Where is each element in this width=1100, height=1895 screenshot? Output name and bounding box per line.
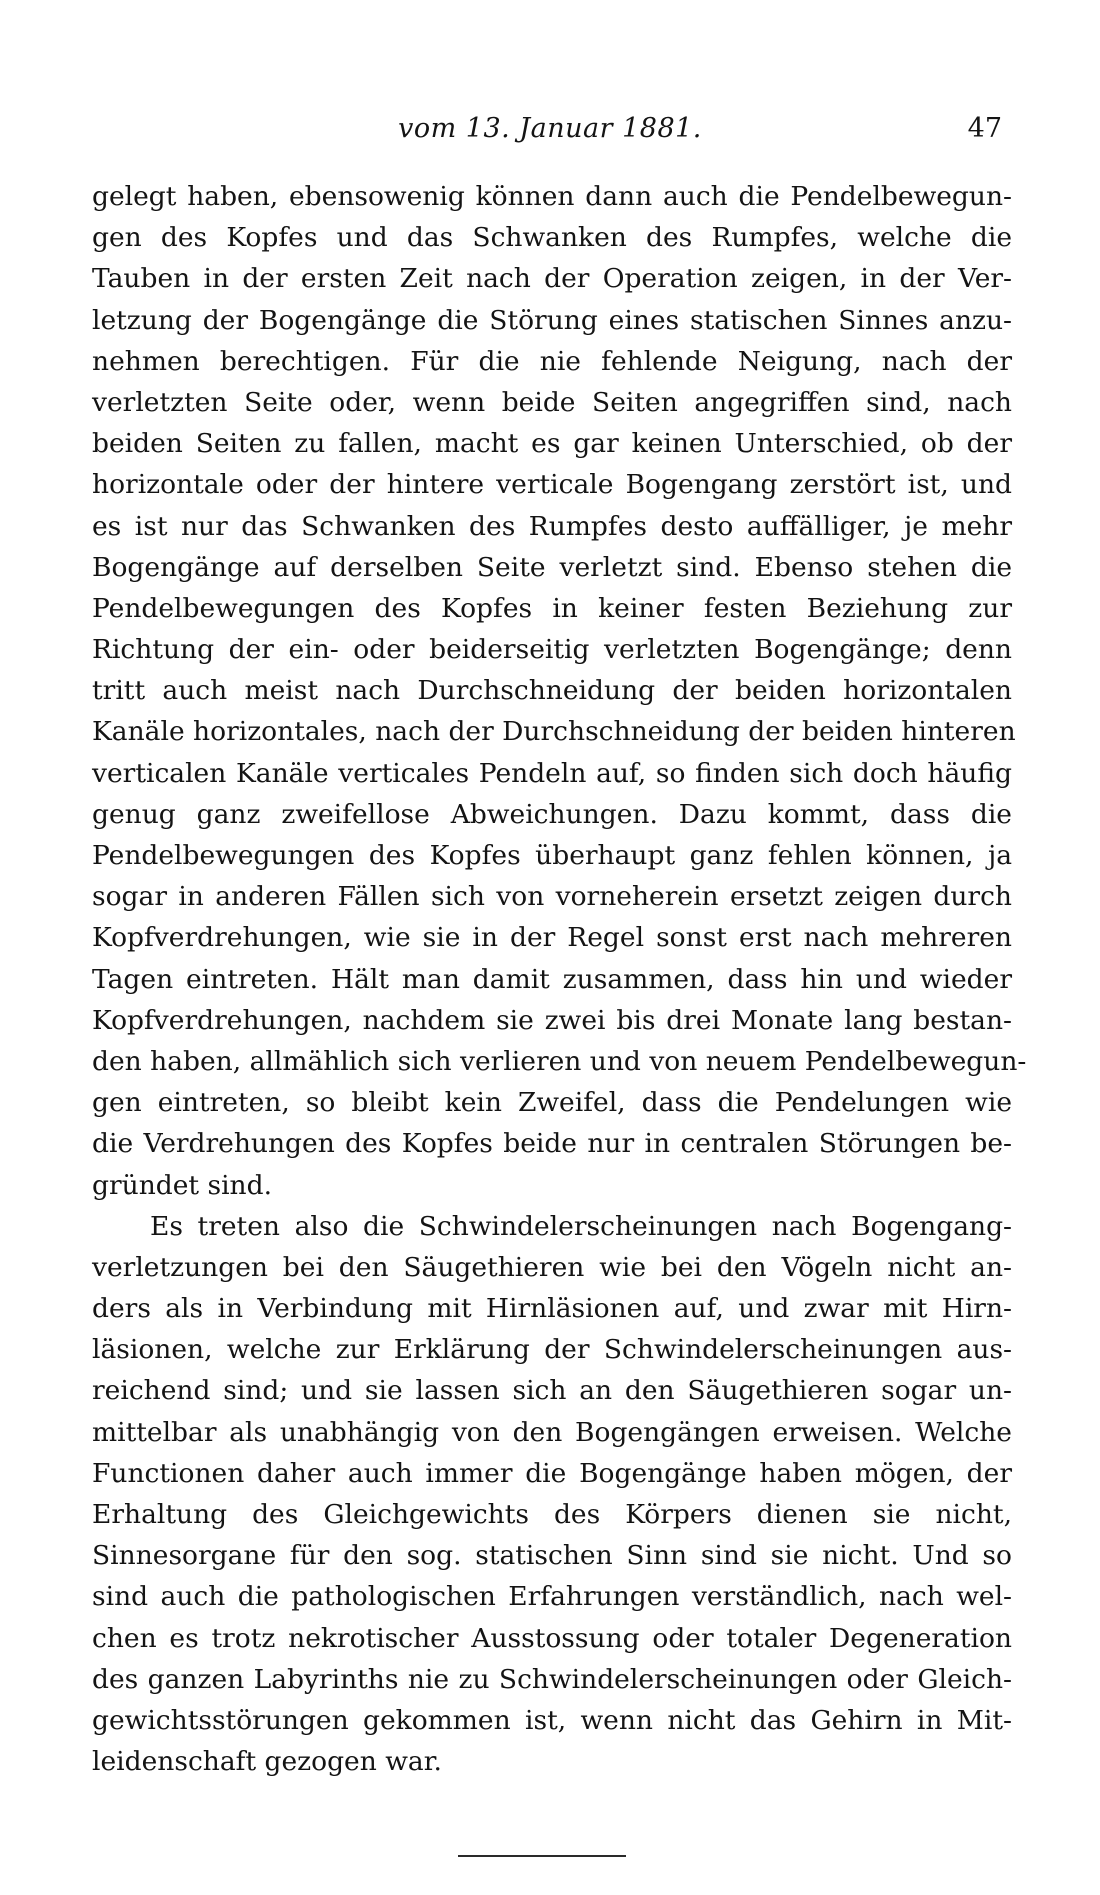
text-line: ders als in Verbindung mit Hirnläsionen auf, und zwar mit Hirn- [92,1293,1012,1325]
text-line: gelegt haben, ebensowenig können dann auch die Pendelbewegun- [92,181,1012,212]
text-line: Kopfverdrehungen, nachdem sie zwei bis drei Monate lang bestan- [92,1004,1012,1036]
text-line: gewichtsstörungen gekommen ist, wenn nicht das Gehirn in Mit- [92,1704,1012,1736]
text-line: Sinnesorgane für den sog. statischen Sinn sind sie nicht. Und so [92,1540,1012,1572]
text-line: Functionen daher auch immer die Bogengänge haben mögen, der [92,1457,1012,1489]
text-line: sogar in anderen Fällen sich von vorneherein ersetzt zeigen durch [92,881,1012,913]
text-line: sind auch die pathologischen Erfahrungen verständlich, nach wel- [92,1581,1012,1613]
text-line: reichend sind; und sie lassen sich an den Säugethieren sogar un- [92,1375,1012,1407]
text-line: es ist nur das Schwanken des Rumpfes desto auffälliger, je mehr [92,510,1012,542]
text-line: des ganzen Labyrinths nie zu Schwindelerscheinungen oder Gleich- [92,1663,1012,1695]
text-line: genug ganz zweifellose Abweichungen. Dazu kommt, dass die [92,798,1012,830]
text-line: den haben, allmählich sich verlieren und von neuem Pendelbewegun- [92,1045,1027,1077]
text-line: gründet sind. [92,1169,273,1201]
running-title: vom 13. Januar 1881. [398,113,702,144]
text-line: tritt auch meist nach Durchschneidung der beiden horizontalen [92,675,1012,707]
text-line: letzung der Bogengänge die Störung eines statischen Sinnes anzu- [92,304,1012,336]
footer-rule [458,1855,626,1857]
body-text [92,176,1027,1782]
text-line: Tauben in der ersten Zeit nach der Operation zeigen, in der Ver- [92,263,1012,295]
text-line: Es treten also die Schwindelerscheinungen nach Bogengang- [150,1210,1012,1242]
paragraph-1 [92,176,1027,1206]
text-line: nehmen berechtigen. Für die nie fehlende Neigung, nach der [92,345,1012,377]
text-line: läsionen, welche zur Erklärung der Schwindelerscheinungen aus- [92,1334,1012,1366]
text-line: gen des Kopfes und das Schwanken des Rumpfes, welche die [92,222,1012,254]
text-line: gen eintreten, so bleibt kein Zweifel, dass die Pendelungen wie [92,1087,1012,1119]
text-line: Pendelbewegungen des Kopfes in keiner festen Beziehung zur [92,592,1012,624]
text-line: verticalen Kanäle verticales Pendeln auf, so finden sich doch häufig [92,757,1012,789]
text-line: beiden Seiten zu fallen, macht es gar keinen Unterschied, ob der [92,428,1012,460]
text-line: mittelbar als unabhängig von den Bogengängen erweisen. Welche [92,1416,1012,1448]
text-line: verletzten Seite oder, wenn beide Seiten angegriffen sind, nach [92,386,1012,418]
text-line: leidenschaft gezogen war. [92,1746,442,1778]
text-line: Tagen eintreten. Hält man damit zusammen, dass hin und wieder [92,963,1012,995]
text-line: Pendelbewegungen des Kopfes überhaupt ganz fehlen können, ja [92,840,1012,871]
text-line: Bogengänge auf derselben Seite verletzt sind. Ebenso stehen die [92,551,1012,583]
text-line: die Verdrehungen des Kopfes beide nur in centralen Störungen be- [92,1128,1012,1160]
text-line: Kopfverdrehungen, wie sie in der Regel sonst erst nach mehreren [92,922,1012,954]
text-line: Kanäle horizontales, nach der Durchschneidung der beiden hinteren [92,716,1016,748]
paragraph-2 [92,1206,1012,1783]
text-line: Richtung der ein- oder beiderseitig verletzten Bogengänge; denn [92,634,1012,666]
page-number: 47 [967,113,1002,144]
text-line: chen es trotz nekrotischer Ausstossung oder totaler Degeneration [92,1622,1012,1654]
text-line: Erhaltung des Gleichgewichts des Körpers dienen sie nicht, [92,1499,1012,1530]
text-line: horizontale oder der hintere verticale Bogengang zerstört ist, und [92,469,1012,501]
text-line: verletzungen bei den Säugethieren wie bei den Vögeln nicht an- [92,1251,1012,1283]
